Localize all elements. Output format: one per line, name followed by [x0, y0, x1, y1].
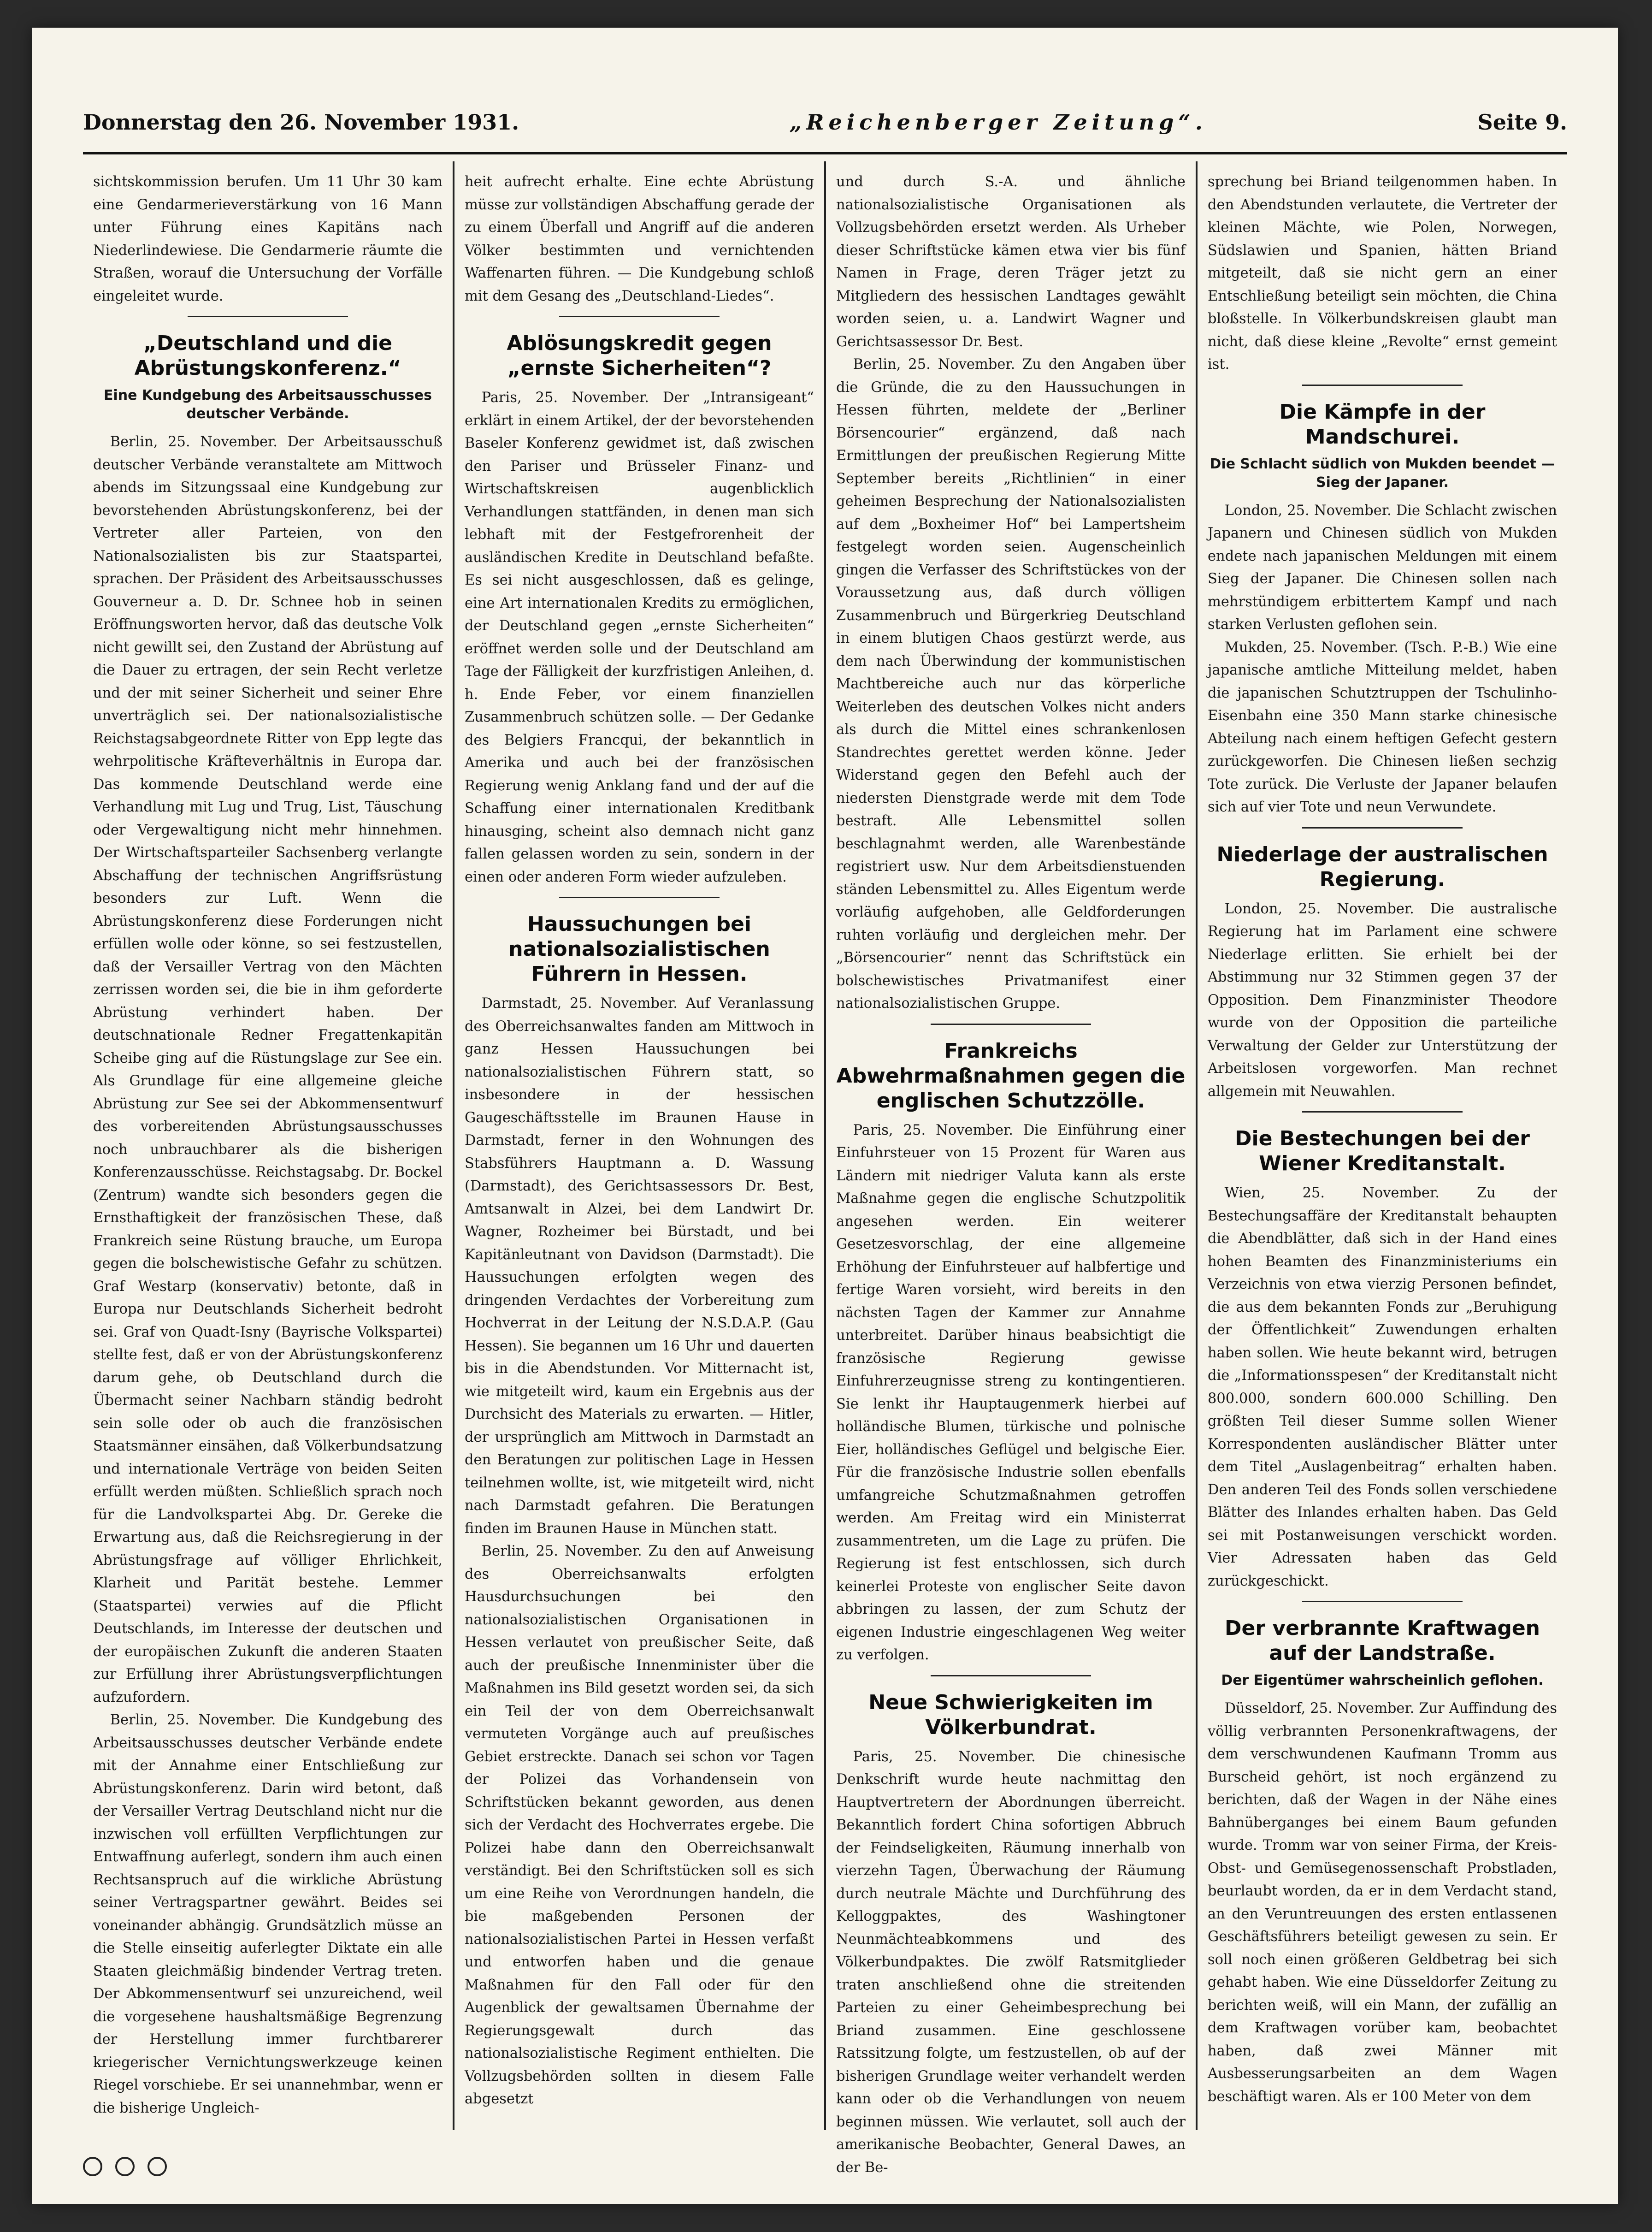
article-text: sichtskommission berufen. Um 11 Uhr 30 kam eine Gendarmerieverstärkung von 16 Mann unter Führung eines Kapitäns nach Niederlindewiese. Die Gendarmerie räumte die Straßen, worauf die Untersuchung der Vorfälle eingeleitet wurde.	[93, 174, 442, 304]
binding-hole	[83, 2157, 102, 2176]
article-text: und durch S.-A. und ähnliche nationalsozialistische Organisationen als Vollzugsbehörden ersetzt werden. Als Urheber dieser Schriftstücke kämen etwa vier bis fünf Namen in Frage, deren Träger jetzt zu Mitgliedern des hessischen Landtages gewählt worden seien, u. a. Landwirt Wagner und Gerichtsassessor Dr. Best.	[836, 174, 1186, 350]
issue-date: Donnerstag den 26. November 1931.	[83, 110, 519, 135]
subheadline-schlacht: Die Schlacht südlich von Mukden beendet — Sieg der Japaner.	[1210, 456, 1555, 491]
column-3	[824, 161, 1196, 2176]
separator	[559, 316, 720, 317]
headline-australien: Niederlage der australischen Regierung.	[1216, 842, 1548, 891]
subheadline-eigentuemer: Der Eigentümer wahrscheinlich geflohen.	[1221, 1672, 1544, 1688]
separator	[931, 1675, 1092, 1676]
article-text: Mukden, 25. November. (Tsch. P.-B.) Wie eine japanische amtliche Mitteilung meldet, haben die japanischen Schutztruppen der Tschulinho-Eisenbahn eine 350 Mann starke chinesische Abteilung nach einem heftigen Gefecht gestern zurückgeworfen. Die Chinesen ließen sechzig Tote zurück. Die Verluste der Japaner belaufen sich auf vier Tote und neun Verwundete.	[1208, 639, 1557, 815]
page-number: Seite 9.	[1477, 110, 1567, 135]
column-2	[453, 161, 824, 2130]
column-1	[83, 161, 453, 2130]
separator	[1302, 385, 1463, 386]
newspaper-title: „Reichenberger Zeitung“.	[789, 110, 1207, 135]
binding-holes	[83, 2157, 167, 2176]
subheadline-kundgebung: Eine Kundgebung des Arbeitsausschusses deutscher Verbände.	[104, 387, 432, 422]
article-text: London, 25. November. Die australische Regierung hat im Parlament eine schwere Niederlage erlitten. Sie erhielt bei der Abstimmung nur 32 Stimmen gegen 37 der Opposition. Dem Finanzminister Theodore wurde von der Opposition die parteiliche Verwaltung der Gelder zur Unterstützung der Arbeitslosen vorgeworfen. Man rechnet allgemein mit Neuwahlen.	[1208, 900, 1557, 1100]
headline-mandschurei: Die Kämpfe in der Mandschurei.	[1279, 400, 1486, 449]
article-text: Paris, 25. November. Die Einführung einer Einfuhrsteuer von 15 Prozent für Waren aus Ländern mit niedriger Valuta kann als erste Maßnahme gegen die englische Schutzpolitik angesehen werden. Ein weiterer Gesetzesvorschlag, der eine allgemeine Erhöhung der Einfuhrsteuer auf halbfertige und fertige Waren vorsieht, wird bereits in den nächsten Tagen der Kammer zur Annahme unterbreitet. Darüber hinaus beabsichtigt die französische Regierung gewisse Einfuhrerzeugnisse streng zu kontingentieren. Sie lenkt ihr Hauptaugenmerk hierbei auf holländische Blumen, türkische und polnische Eier, holländisches Geflügel und belgische Eier. Für die französische Industrie sollen ebenfalls umfangreiche Schutzmaßnahmen getroffen werden. Am Freitag wird ein Ministerrat zusammentreten, um die Lage zu prüfen. Die Regierung ist fest entschlossen, sich durch keinerlei Proteste von englischer Seite davon abbringen zu lassen, der zum Schutz der eigenen Industrie eingeschlagenen Weg weiter zu verfolgen.	[836, 1122, 1186, 1663]
headline-frankreich: Frankreichs Abwehrmaßnahmen gegen die englischen Schutzzölle.	[836, 1039, 1186, 1113]
binding-hole	[115, 2157, 135, 2176]
separator	[1302, 1111, 1463, 1113]
newspaper-page	[32, 28, 1618, 2204]
article-text: Wien, 25. November. Zu der Bestechungsaffäre der Kreditanstalt behaupten die Abendblätter, daß sich in der Hand eines hohen Beamten des Finanzministeriums ein Verzeichnis von etwa vierzig Personen befindet, die aus dem bekannten Fonds zur „Beruhigung der Öffentlichkeit“ Zuwendungen erhalten haben sollen. Wie heute bekannt wird, betrugen die „Informationsspesen“ der Kreditanstalt nicht 800.000, sondern 600.000 Schilling. Den größten Teil dieser Summe sollen Wiener Korrespondenten ausländischer Blätter unter dem Titel „Auslagenbeitrag“ erhalten haben. Den anderen Teil des Fonds sollen verschiedene Blätter des Inlandes erhalten haben. Das Geld sei mit Postanweisungen verschickt worden. Vier Adressaten haben das Geld zurückgeschickt.	[1208, 1185, 1557, 1589]
headline-voelkerbundrat: Neue Schwierigkeiten im Völkerbundrat.	[868, 1690, 1153, 1739]
headline-abloesungskredit: Ablösungskredit gegen „ernste Sicherheiten“?	[507, 332, 772, 380]
article-text: London, 25. November. Die Schlacht zwischen Japanern und Chinesen südlich von Mukden endete nach japanischen Meldungen mit einem Sieg der Japaner. Die Chinesen sollen nach mehrstündigem erbittertem Kampf und nach starken Verlusten geflohen sein.	[1208, 502, 1557, 633]
article-text: sprechung bei Briand teilgenommen haben. In den Abendstunden verlautete, die Vertreter der kleinen Mächte, wie Polen, Norwegen, Südslawien und Spanien, hätten Briand mitgeteilt, daß sie nicht gern an einer Entschließung beteiligt sein möchten, die China bloßstelle. In Völkerbundskreisen glaubt man nicht, daß diese kleine „Revolte“ ernst gemeint ist.	[1208, 174, 1557, 373]
column-4	[1196, 161, 1567, 2130]
separator	[931, 1024, 1092, 1025]
article-text: Paris, 25. November. Der „Intransigeant“ erklärt in einem Artikel, der der bevorstehenden Baseler Konferenz gewidmet ist, daß zwischen den Pariser und Brüsseler Finanz- und Wirtschaftskreisen augenblicklich Verhandlungen stattfänden, in denen man sich lebhaft mit der Festgefrorenheit der ausländischen Kredite in Deutschland befaßte. Es sei nicht ausgeschlossen, daß es gelinge, eine Art internationalen Kredits zu ermöglichen, der Deutschland gegen „ernste Sicherheiten“ eröffnet werden solle und der Deutschland am Tage der Fälligkeit der kurzfristigen Anleihen, d. h. Ende Feber, vor einem finanziellen Zusammenbruch schützen solle. — Der Gedanke des Belgiers Francqui, der bekanntlich in Amerika und auch bei der französischen Regierung wenig Anklang fand und der auf die Schaffung einer internationalen Kreditbank hinausging, scheint also demnach nicht ganz fallen gelassen worden zu sein, sondern in der einen oder anderen Form wieder aufzuleben.	[465, 390, 814, 885]
separator	[188, 316, 348, 317]
article-text: Darmstadt, 25. November. Auf Veranlassung des Oberreichsanwaltes fanden am Mittwoch in ganz Hessen Haussuchungen bei nationalsozialistischen Führern statt, so insbesondere in der hessischen Gaugeschäftsstelle im Braunen Hause in Darmstadt, ferner in den Wohnungen des Stabsführers Hauptmann a. D. Wassung (Darmstadt), des Gerichtsassessors Dr. Best, Amtsanwalt in Alzei, bei dem Landwirt Dr. Wagner, Rozheimer bei Bürstadt, und bei Kapitänleutnant von Davidson (Darmstadt). Die Haussuchungen erfolgten wegen des dringenden Verdachtes der Vorbereitung zum Hochverrat in der Leitung der N.S.D.A.P. (Gau Hessen). Sie begannen um 16 Uhr und dauerten bis in die Abendstunden. Vor Mitternacht ist, wie mitgeteilt wird, kaum ein Ergebnis aus der Durchsicht des Materials zu erwarten. — Hitler, der ursprünglich am Mittwoch in Darmstadt an den Beratungen zur politischen Lage in Hessen teilnehmen wollte, ist, wie mitgeteilt wird, nicht nach Darmstadt gefahren. Die Beratungen finden im Braunen Hause in München statt.	[465, 995, 814, 1537]
separator	[1302, 1601, 1463, 1602]
article-text: Paris, 25. November. Die chinesische Denkschrift wurde heute nachmittag den Hauptvertretern der Abordnungen überreicht. Bekanntlich fordert China sofortigen Abbruch der Feindseligkeiten, Räumung innerhalb von vierzehn Tagen, Überwachung der Räumung durch neutrale Mächte und Durchführung des Kelloggpaktes, des Washingtoner Neunmächteabkommens und des Völkerbundpaktes. Die zwölf Ratsmitglieder traten anschließend ohne die streitenden Parteien zu einer Geheimbesprechung bei Briand zusammen. Eine geschlossene Ratssitzung folgte, um festzustellen, ob auf der bisherigen Grundlage weiter verhandelt werden kann oder ob die Verhandlungen von neuem beginnen müssen. Wie verlautet, soll auch der amerikanische Beobachter, General Dawes, an der Be-	[836, 1748, 1186, 2176]
headline-haussuchungen: Haussuchungen bei nationalsozialistischen Führern in Hessen.	[508, 912, 770, 986]
masthead-rule	[83, 152, 1567, 154]
article-text: Düsseldorf, 25. November. Zur Auffindung des völlig verbrannten Personenkraftwagens, der dem verschwundenen Kaufmann Tromm aus Burscheid gehört, ist noch ergänzend zu berichten, daß der Wagen in der Nähe eines Bahnüberganges bei einem Baum gefunden wurde. Tromm war von seiner Firma, der Kreis-Obst- und Gemüsegenossenschaft Probstladen, beurlaubt worden, da er in dem Verdacht stand, an den Veruntreuungen des ersten entlassenen Geschäftsführers beteiligt gewesen zu sein. Er soll noch einen größeren Geldbetrag bei sich gehabt haben. Wie eine Düsseldorfer Zeitung zu berichten weiß, will ein Mann, der zufällig an dem Kraftwagen vorüber kam, beobachtet haben, daß zwei Männer mit Ausbesserungsarbeiten an dem Wagen beschäftigt waren. Als er 100 Meter von dem	[1208, 1700, 1557, 2105]
columns	[83, 161, 1567, 2176]
article-text: Berlin, 25. November. Zu den Angaben über die Gründe, die zu den Haussuchungen in Hessen führten, meldete der „Berliner Börsencourier“ ergänzend, daß nach Ermittlungen der preußischen Regierung Mitte September bereits „Richtlinien“ in einer geheimen Besprechung der Nationalsozialisten auf dem „Boxheimer Hof“ bei Lampertsheim festgelegt worden seien. Augenscheinlich gingen die Verfasser des Schriftstückes von der Voraussetzung aus, daß durch völligen Zusammenbruch und Bürgerkrieg Deutschland in einem blutigen Chaos gestürzt werde, aus dem nach Überwindung der kommunistischen Machtbereiche auch nur das körperliche Weiterleben des deutschen Volkes nicht anders als durch die Mittel eines schrankenlosen Standrechtes gerettet werden könne. Jeder Widerstand gegen den Befehl auch der niedersten Dienstgrade werde mit dem Tode bestraft. Alle Lebensmittel sollen beschlagnahmt werden, alle Warenbestände registriert usw. Nur dem Arbeitsdienstuenden ständen Lebensmittel zu. Alles Eigentum werde vorläufig aufgehoben, alle Geldforderungen ruhten vorläufig und dergleichen mehr. Der „Börsencourier“ nennt das Schriftstück ein bolschewistisches Privatmanifest einer nationalsozialistischen Gruppe.	[836, 356, 1186, 1012]
article-text: Berlin, 25. November. Die Kundgebung des Arbeitsausschusses deutscher Verbände endete mit der Annahme einer Entschließung zur Abrüstungskonferenz. Darin wird betont, daß der Versailler Vertrag Deutschland nicht nur die inzwischen voll erfüllten Verpflichtungen zur Entwaffnung auferlegt, sondern ihm auch einen Rechtsanspruch auf die wirkliche Abrüstung seiner Vertragspartner gewährt. Beides sei voneinander abhängig. Grundsätzlich müsse an die Stelle einseitig auferlegter Diktate ein alle Staaten gleichmäßig bindender Vertrag treten. Der Abkommensentwurf sei unzureichend, weil die vorgesehene haushaltsmäßige Begrenzung der Herstellung immer furchtbarerer kriegerischer Vernichtungswerkzeuge keinen Riegel vorschiebe. Er sei unannehmbar, wenn er die bisherige Ungleich-	[93, 1712, 442, 2116]
binding-hole	[148, 2157, 167, 2176]
masthead	[83, 97, 1567, 148]
separator	[559, 897, 720, 898]
headline-kraftwagen: Der verbrannte Kraftwagen auf der Landstraße.	[1225, 1616, 1540, 1665]
headline-abruestung: „Deutschland und die Abrüstungskonferenz.“	[134, 332, 401, 380]
headline-kreditanstalt: Die Bestechungen bei der Wiener Kreditanstalt.	[1234, 1127, 1530, 1175]
article-text: Berlin, 25. November. Zu den auf Anweisung des Oberreichsanwalts erfolgten Hausdurchsuchungen bei den nationalsozialistischen Organisationen in Hessen verlautet von preußischer Seite, daß auch der preußische Innenminister über die Maßnahmen ins Bild gesetzt worden sei, da sich ein Teil der von dem Oberreichsanwalt vermuteten Vorgänge auch auf preußisches Gebiet erstreckte. Danach sei schon vor Tagen der Polizei das Vorhandensein von Schriftstücken bekannt geworden, aus denen sich der Verdacht des Hochverrates ergebe. Die Polizei habe dann den Oberreichsanwalt verständigt. Bei den Schriftstücken soll es sich um eine Reihe von Verordnungen handeln, die bie maßgebenden Personen der nationalsozialistischen Partei in Hessen verfaßt und entworfen haben und die genaue Maßnahmen für den Fall oder für den Augenblick der gewaltsamen Übernahme der Regierungsgewalt durch das nationalsozialistische Regiment enthielten. Die Vollzugsbehörden sollten in diesem Falle abgesetzt	[465, 1543, 814, 2107]
article-text: heit aufrecht erhalte. Eine echte Abrüstung müsse zur vollständigen Abschaffung gerade der zu einem Überfall und Angriff auf die anderen Völker bestimmten und vernichtenden Waffenarten führen. — Die Kundgebung schloß mit dem Gesang des „Deutschland-Liedes“.	[465, 174, 814, 304]
article-text: Berlin, 25. November. Der Arbeitsausschuß deutscher Verbände veranstaltete am Mittwoch abends im Sitzungssaal eine Kundgebung zur bevorstehenden Abrüstungskonferenz, bei der Vertreter aller Parteien, von den Nationalsozialisten bis zur Staatspartei, sprachen. Der Präsident des Arbeitsausschusses Gouverneur a. D. Dr. Schnee hob in seinen Eröffnungsworten hervor, daß das deutsche Volk nicht gewillt sei, den Zustand der Abrüstung auf die Dauer zu ertragen, der sein Recht verletze und der mit seiner Sicherheit und seiner Ehre unverträglich sei. Der nationalsozialistische Reichstagsabgeordnete Ritter von Epp legte das wehrpolitische Kräfteverhältnis in Europa dar. Das kommende Deutschland werde eine Verhandlung mit Lug und Trug, List, Täuschung oder Vergewaltigung nicht mehr hinnehmen. Der Wirtschaftsparteiler Sachsenberg verlangte Abschaffung der technischen Angriffsrüstung besonders zur Luft. Wenn die Abrüstungskonferenz diese Forderungen nicht erfüllen wolle oder könne, so sei festzustellen, daß der Versailler Vertrag von den Mächten zerrissen worden sei, die bie in ihm geforderte Abrüstung verhindert haben. Der deutschnationale Redner Fregattenkapitän Scheibe ging auf die Rüstungslage zur See ein. Als Grundlage für eine allgemeine gleiche Abrüstung zur See sei der Abkommensentwurf des vorbereitenden Abrüstungsausschusses noch unbrauchbarer als die bisherigen Konferenzausschüsse. Reichstagsabg. Dr. Bockel (Zentrum) wandte sich besonders gegen die Ernsthaftigkeit der französischen These, daß Frankreich seine Rüstung brauche, um Europa gegen die bolschewistische Gefahr zu schützen. Graf Westarp (konservativ) betonte, daß in Europa nur Deutschlands Sicherheit bedroht sei. Graf von Quadt-Isny (Bayrische Volkspartei) stellte fest, daß er von der Abrüstungskonferenz darum gehe, ob Deutschland durch die Übermacht seiner Nachbarn ständig bedroht sein solle oder ob auch die französischen Staatsmänner einsähen, daß Völkerbundsatzung und internationale Verträge von beiden Seiten erfüllt werden müßten. Schließlich sprach noch für die Landvolkspartei Abg. Dr. Gereke die Erwartung aus, daß die Reichsregierung in der Abrüstungsfrage auf völliger Ehrlichkeit, Klarheit und Parität bestehe. Lemmer (Staatspartei) verwies auf die Pflicht Deutschlands, im Interesse der deutschen und der europäischen Zukunft die anderen Staaten zur Erfüllung ihrer Abrüstungsverpflichtungen aufzufordern.	[93, 434, 442, 1705]
separator	[1302, 827, 1463, 829]
